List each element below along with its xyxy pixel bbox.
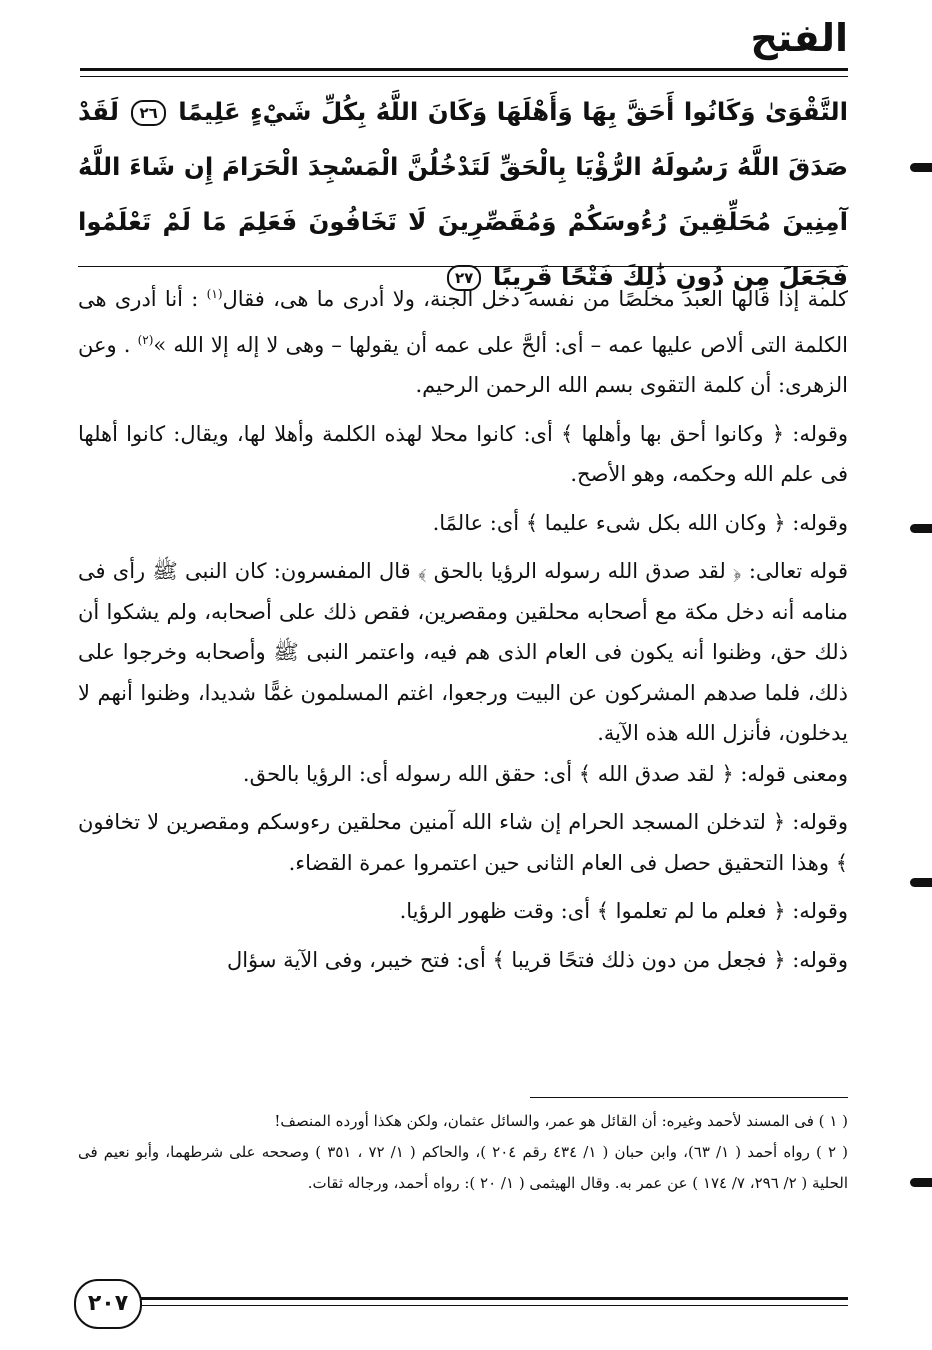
- footer-rule-thick: [140, 1297, 848, 1300]
- surah-title: الفتح: [750, 16, 848, 60]
- header-rule-thin: [80, 76, 848, 77]
- paragraph-1: [78, 274, 848, 406]
- scan-edge-mark: [910, 163, 932, 172]
- scan-edge-mark: [910, 878, 932, 887]
- footer-rule-thin: [140, 1305, 848, 1306]
- paragraph-6: وقوله: ﴿ لتدخلن المسجد الحرام إن شاء الله آمنين محلقين رءوسكم ومقصرين لا تخافون ﴾ وهذا التحقيق حصل فى العام الثانى حين اعتمروا عمرة القضاء.: [78, 810, 848, 875]
- footnote-ref-1: (١): [206, 287, 223, 301]
- paragraph-8: وقوله: ﴿ فجعل من دون ذلك فتحًا قريبا ﴾ أى: فتح خيبر، وفى الآية سؤال: [226, 947, 848, 972]
- footnote-ref-2: (٢): [137, 332, 154, 347]
- paragraph-1-part-b: : أنا أدرى هى الكلمة التى ألاص عليها عمه – أى: ألحَّ على عمه أن يقولها – وهى لا إله إلا الله »: [78, 287, 848, 357]
- footnotes: [78, 1106, 848, 1199]
- paragraph-2: وقوله: ﴿ وكانوا أحق بها وأهلها ﴾ أى: كانوا محلا لهذه الكلمة وأهلا لها، ويقال: كانوا أهلها فى علم الله وحكمه، وهو الأصح.: [78, 421, 848, 486]
- header-rule-thick: [80, 68, 848, 71]
- quran-verses: [78, 84, 848, 304]
- paragraph-5: ومعنى قوله: ﴿ لقد صدق الله ﴾ أى: حقق الله رسوله أى: الرؤيا بالحق.: [242, 761, 848, 786]
- verse-27-text: لَقَدْ صَدَقَ اللَّهُ رَسُولَهُ الرُّؤْيَا بِالْحَقِّ لَتَدْخُلُنَّ الْمَسْجِدَ الْحَرَامَ إِن شَاءَ اللَّهُ آمِنِينَ مُحَلِّقِينَ رُءُوسَكُمْ وَمُقَصِّرِينَ لَا تَخَافُونَ فَعَلِمَ مَا لَمْ تَعْلَمُوا فَجَعَلَ مِن دُونِ ذَٰلِكَ فَتْحًا قَرِيبًا: [78, 97, 848, 291]
- footnote-1: ( ١ ) فى المسند لأحمد وغيره: أن القائل هو عمر، والسائل عثمان، ولكن هكذا أورده المنصف!: [274, 1112, 848, 1130]
- scan-edge-mark: [910, 524, 932, 533]
- ayah-number-27: ٢٧: [447, 265, 481, 291]
- ayah-number-26: ٢٦: [131, 100, 165, 126]
- paragraph-7: وقوله: ﴿ فعلم ما لم تعلموا ﴾ أى: وقت ظهور الرؤيا.: [399, 899, 848, 923]
- verses-separator: [78, 266, 848, 267]
- paragraph-1-part-c: . وعن الزهرى: أن كلمة التقوى بسم الله الرحمن الرحيم.: [78, 332, 848, 397]
- footnote-2: ( ٢ ) رواه أحمد ( ١/ ٦٣)، وابن حبان ( ١/ ٤٣٤ رقم ٢٠٤ )، والحاكم ( ١/ ٧٢ ، ٣٥١ ) وصححه على شرطهما، وأبو نعيم فى الحلية ( ٢/ ٢٩٦، ٧/ ١٧٤ ) عن عمر به. وقال الهيثمى ( ١/ ٢٠ ): رواه أحمد، ورجاله ثقات.: [78, 1143, 848, 1192]
- footnote-separator: [530, 1097, 848, 1098]
- paragraph-3: وقوله: ﴿ وكان الله بكل شىء عليما ﴾ أى: عالمًا.: [432, 510, 848, 535]
- paragraph-1-part-a: كلمة إذا قالها العبد مخلصًا من نفسه دخل الجنة، ولا أدرى ما هى، فقال: [222, 287, 848, 311]
- paragraph-4: قوله تعالى: ﴿ لقد صدق الله رسوله الرؤيا بالحق ﴾ قال المفسرون: كان النبى ﷺ رأى فى منامه أنه دخل مكة مع أصحابه محلقين ومقصرين، فقص ذلك على أصحابه، ولم يشكوا أن ذلك حق، وظنوا أنه يكون فى العام الذى هم فيه، واعتمر النبى ﷺ وأصحابه وخرجوا على ذلك، فلما صدهم المشركون عن البيت ورجعوا، اغتم المسلمون غمًّا شديدا، وظنوا أنهم لا يدخلون، فأنزل الله هذه الآية.: [78, 559, 848, 745]
- commentary-body: [78, 274, 848, 980]
- scan-edge-mark: [910, 1178, 932, 1187]
- page-number: ٢٠٧: [74, 1279, 142, 1329]
- verse-26-text: التَّقْوَىٰ وَكَانُوا أَحَقَّ بِهَا وَأَهْلَهَا وَكَانَ اللَّهُ بِكُلِّ شَيْءٍ عَلِيمًا: [178, 97, 849, 126]
